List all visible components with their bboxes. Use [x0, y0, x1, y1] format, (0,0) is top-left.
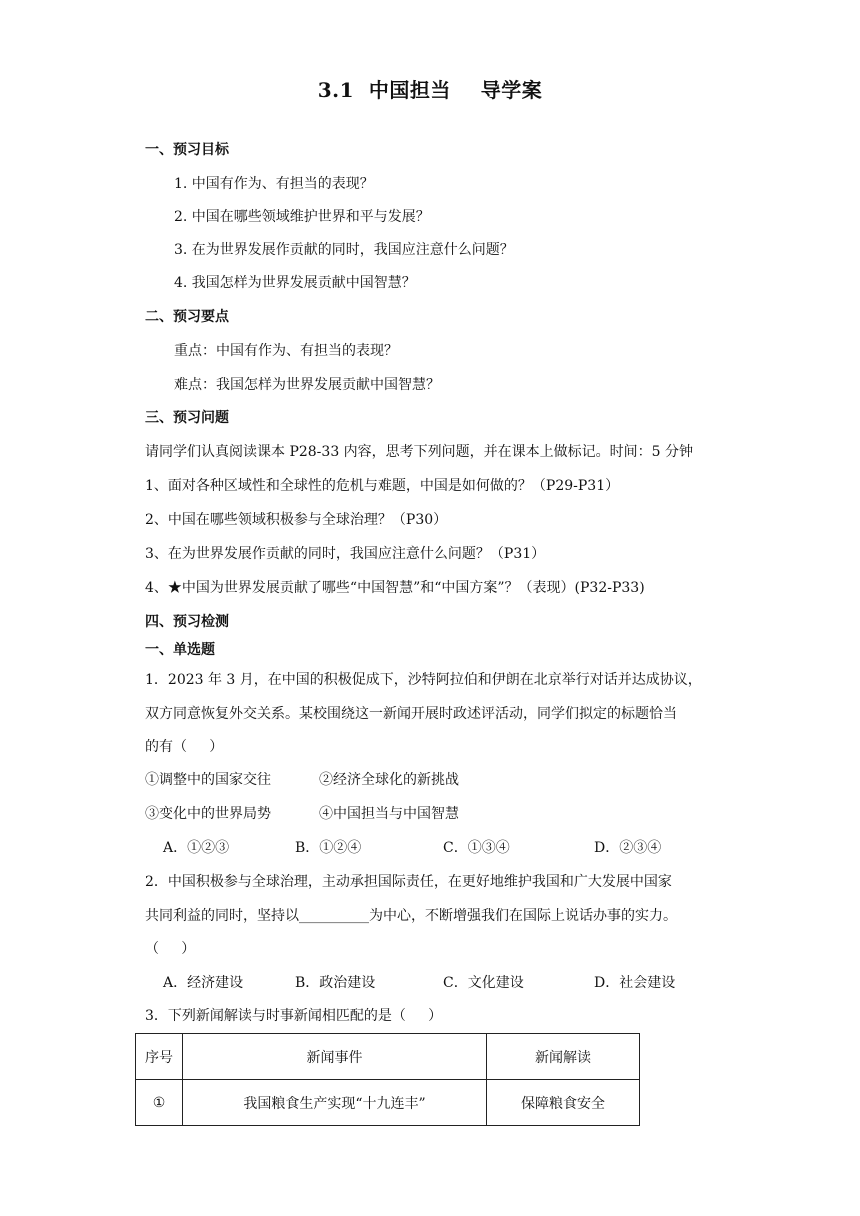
statement: ③变化中的世界局势 [145, 806, 271, 822]
statement: ①调整中的国家交往 [145, 772, 271, 788]
goal-item: 4. 我国怎样为世界发展贡献中国智慧？ [174, 275, 416, 291]
page-title: 3.1 中国担当 导学案 [317, 78, 543, 102]
table-cell: 保障粮食安全 [487, 1080, 640, 1126]
goal-item: 1. 中国有作为、有担当的表现？ [174, 176, 374, 192]
preview-question: 3、在为世界发展作贡献的同时，我国应注意什么问题？（P31） [145, 546, 546, 562]
statement: ②经济全球化的新挑战 [319, 772, 459, 788]
answer-option-c: C．文化建设 [443, 975, 524, 991]
header-cell: 新闻解读 [487, 1034, 640, 1080]
table-cell: 我国粮食生产实现“十九连丰” [183, 1080, 487, 1126]
table-row [136, 1080, 640, 1126]
reading-instruction: 请同学们认真阅读课本 P28-33 内容，思考下列问题，并在课本上做标记。时间：5 分钟 [145, 444, 694, 460]
question-1-stem: 的有（ ） [145, 739, 224, 755]
section-heading-test: 四、预习检测 [145, 614, 229, 630]
answer-option-c: C．①③④ [443, 840, 510, 856]
preview-question: 1、面对各种区域性和全球性的危机与难题，中国是如何做的？（P29-P31） [145, 478, 620, 494]
answer-option-b: B．政治建设 [295, 975, 376, 991]
table-header-row [136, 1034, 640, 1080]
statement: ④中国担当与中国智慧 [319, 806, 459, 822]
header-cell: 序号 [136, 1034, 183, 1080]
section-heading-points: 二、预习要点 [145, 309, 229, 325]
table-cell: ① [136, 1080, 183, 1126]
news-table [135, 1033, 640, 1126]
preview-question: 2、中国在哪些领域积极参与全球治理？（P30） [145, 512, 448, 528]
header-cell: 新闻事件 [183, 1034, 487, 1080]
answer-option-d: D．②③④ [594, 840, 662, 856]
question-2-stem: 2．中国积极参与全球治理，主动承担国际责任，在更好地维护我国和广大发展中国家 [145, 874, 672, 890]
difficult-point: 难点：我国怎样为世界发展贡献中国智慧？ [174, 377, 440, 393]
answer-option-d: D．社会建设 [594, 975, 676, 991]
question-3-stem: 3．下列新闻解读与时事新闻相匹配的是（ ） [145, 1008, 443, 1024]
question-2-stem: （ ） [145, 941, 196, 957]
preview-question: 4、★中国为世界发展贡献了哪些“中国智慧”和“中国方案”？（表现）(P32-P33) [145, 580, 645, 596]
question-1-stem: 双方同意恢复外交关系。某校围绕这一新闻开展时政述评活动，同学们拟定的标题恰当 [145, 706, 677, 722]
question-1-stem: 1．2023 年 3 月，在中国的积极促成下，沙特阿拉伯和伊朗在北京举行对话并达成协议， [145, 672, 702, 688]
section-heading-goals: 一、预习目标 [145, 142, 229, 158]
goal-item: 2. 中国在哪些领域维护世界和平与发展？ [174, 209, 430, 225]
subheading-single-choice: 一、单选题 [145, 642, 215, 658]
goal-item: 3. 在为世界发展作贡献的同时，我国应注意什么问题？ [174, 242, 514, 258]
question-2-stem: 共同利益的同时，坚持以__________为中心，不断增强我们在国际上说话办事的实力。 [145, 908, 677, 924]
answer-option-a: A．经济建设 [163, 975, 244, 991]
answer-option-b: B．①②④ [295, 840, 362, 856]
section-heading-questions: 三、预习问题 [145, 410, 229, 426]
key-point: 重点：中国有作为、有担当的表现？ [174, 343, 398, 359]
answer-option-a: A．①②③ [163, 840, 230, 856]
